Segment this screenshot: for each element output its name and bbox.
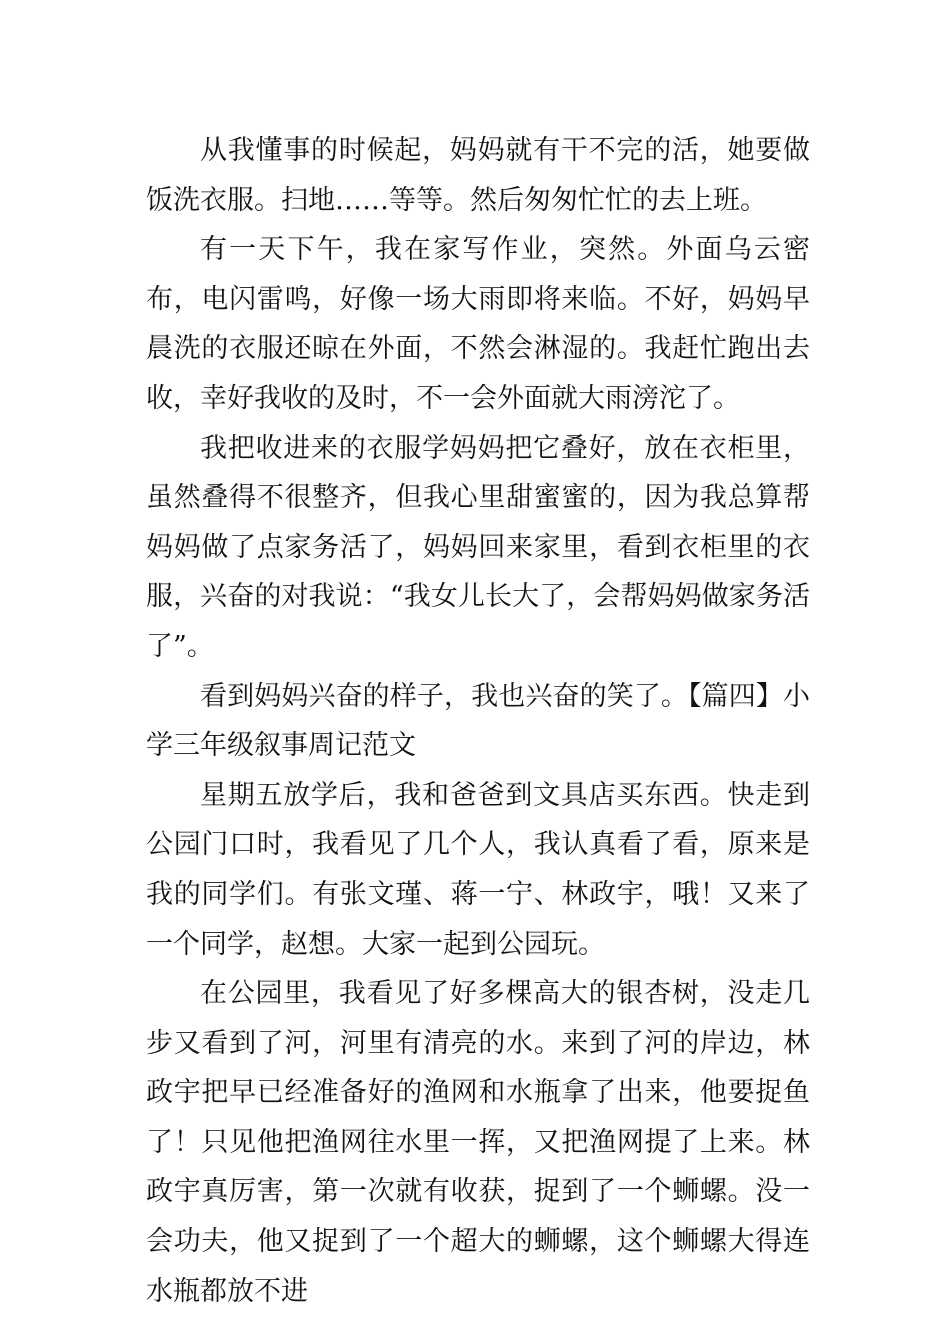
paragraph-2: 有一天下午，我在家写作业，突然。外面乌云密布，电闪雷鸣，好像一场大雨即将来临。不好，妈妈早晨洗的衣服还晾在外面，不然会淋湿的。我赶忙跑出去收，幸好我收的及时，不一会外面就大雨滂沱了。 <box>146 234 810 414</box>
document-body <box>146 126 810 1316</box>
paragraph-4: 看到妈妈兴奋的样子，我也兴奋的笑了。【篇四】小学三年级叙事周记范文 <box>146 680 810 762</box>
paragraph-5: 星期五放学后，我和爸爸到文具店买东西。快走到公园门口时，我看见了几个人，我认真看了看，原来是我的同学们。有张文瑾、蒋一宁、林政宇，哦！又来了一个同学，赵想。大家一起到公园玩。 <box>146 779 810 960</box>
paragraph-6: 在公园里，我看见了好多棵高大的银杏树，没走几步又看到了河，河里有清亮的水。来到了河的岸边，林政宇把早已经准备好的渔网和水瓶拿了出来，他要捉鱼了！只见他把渔网往水里一挥，又把渔网提了上来。林政宇真厉害，第一次就有收获，捉到了一个蛳螺。没一会功夫，他又捉到了一个超大的蛳螺，这个蛳螺大得连水瓶都放不进 <box>146 978 810 1307</box>
paragraph-3: 我把收进来的衣服学妈妈把它叠好，放在衣柜里，虽然叠得不很整齐，但我心里甜蜜蜜的，因为我总算帮妈妈做了点家务活了，妈妈回来家里，看到衣柜里的衣服，兴奋的对我说：“我女儿长大了，会帮妈妈做家务活了”。 <box>146 432 810 662</box>
paragraph-1: 从我懂事的时候起，妈妈就有干不完的活，她要做饭洗衣服。扫地……等等。然后匆匆忙忙的去上班。 <box>146 135 810 216</box>
